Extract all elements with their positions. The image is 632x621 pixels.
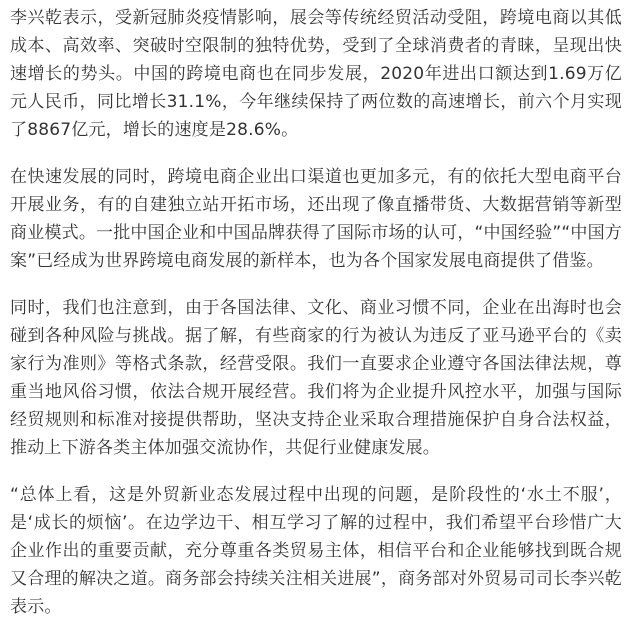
paragraph-1: 李兴乾表示，受新冠肺炎疫情影响，展会等传统经贸活动受阻，跨境电商以其低成本、高效率、突破时空限制的独特优势，受到了全球消费者的青睐，呈现出快速增长的势头。中国的跨境电商也在同步发展，2020年进出口额达到1.69万亿元人民币，同比增长31.1%，今年继续保持了两位数的高速增长，前六个月实现了8867亿元，增长的速度是28.6%。 [10, 8, 622, 140]
paragraph-4: “总体上看，这是外贸新业态发展过程中出现的问题，是阶段性的‘水土不服’，是‘成长的烦恼’。在边学边干、相互学习了解的过程中，我们希望平台珍惜广大企业作出的重要贡献，充分尊重各类贸易主体，相信平台和企业能够找到既合规又合理的解决之道。商务部会持续关注相关进展”，商务部对外贸易司司长李兴乾表示。 [10, 485, 622, 617]
paragraph-3: 同时，我们也注意到，由于各国法律、文化、商业习惯不同，企业在出海时也会碰到各种风险与挑战。据了解，有些商家的行为被认为违反了亚马逊平台的《卖家行为准则》等格式条款，经营受限。我们一直要求企业遵守各国法律法规，尊重当地风俗习惯，依法合规开展经营。我们将为企业提升风控水平，加强与国际经贸规则和标准对接提供帮助，坚决支持企业采取合理措施保护自身合法权益，推动上下游各类主体加强交流协作，共促行业健康发展。 [10, 298, 622, 458]
paragraph-2: 在快速发展的同时，跨境电商企业出口渠道也更加多元，有的依托大型电商平台开展业务，有的自建独立站开拓市场，还出现了像直播带货、大数据营销等新型商业模式。一批中国企业和中国品牌获得了国际市场的认可，“中国经验”“中国方案”已经成为世界跨境电商发展的新样本，也为各个国家发展电商提供了借鉴。 [10, 167, 622, 271]
